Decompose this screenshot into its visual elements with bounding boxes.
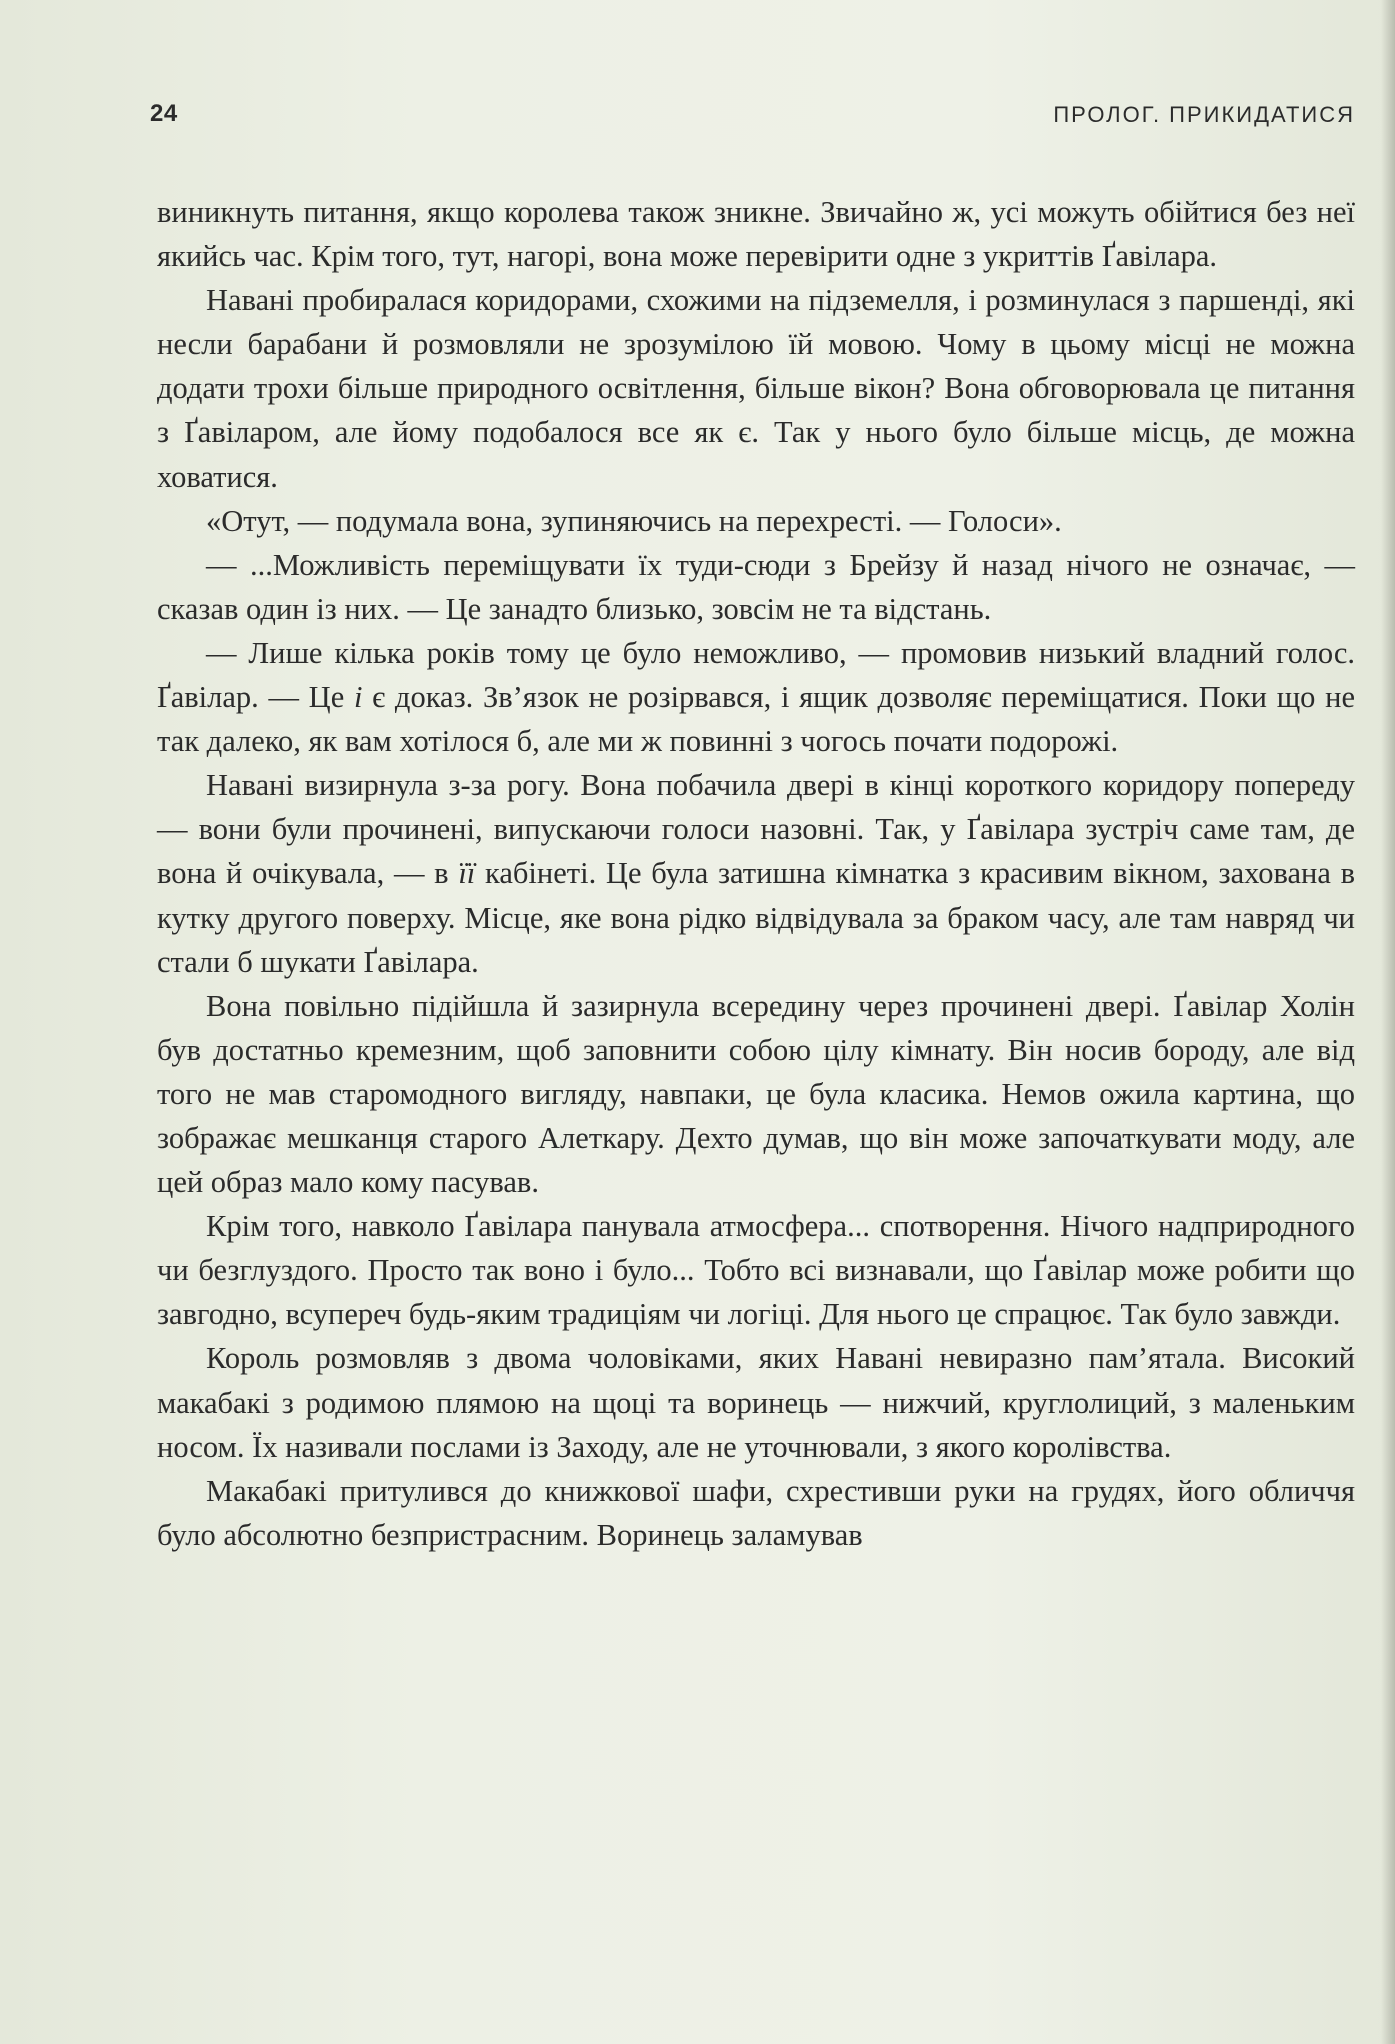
emphasis: її [458,856,476,891]
emphasis: і [353,680,363,715]
paragraph [157,763,1355,983]
paragraph: Король розмовляв з двома чоловіками, яких Навані невиразно пам’ятала. Високий макабакі з родимою плямою на щоці та воринець — нижчий, круглолиций, з маленьким носом. Їх називали послами із Заходу, але не уточнювали, з якого королівства. [157,1341,1355,1464]
page-header [150,100,1355,140]
paragraph-dialogue [157,631,1355,763]
running-title: ПРОЛОГ. ПРИКИДАТИСЯ [1053,102,1355,127]
paragraph: Вона повільно підійшла й зазирнула всередину через прочинені двері. Ґавілар Холін був достатньо кремезним, щоб заповнити собою цілу кімнату. Він носив бороду, але від того не мав старомодного вигляду, навпаки, це була класика. Немов ожила картина, що зображає мешканця старого Алеткару. Дехто думав, що він може започаткувати моду, але цей образ мало кому пасував. [157,988,1355,1200]
text-run: — Лише кілька років тому це було неможливо, — промовив низький владний голос. Ґавілар. — Це [157,635,1355,715]
text-run: кабінеті. Це була затишна кімнатка з красивим вікном, захована в кутку другого поверху. Місце, яке вона рідко відвідувала за браком часу, але там навряд чи стали б шукати Ґавілара. [157,856,1355,979]
paragraph-continued: виникнуть питання, якщо королева також зникне. Звичайно ж, усі можуть обійтися без неї якийсь час. Крім того, тут, нагорі, вона може перевірити одне з укриттів Ґавілара. [157,195,1355,274]
paragraph-thought: «Отут, — подумала вона, зупиняючись на перехресті. — Голоси». [206,503,1062,538]
text-run: Навані визирнула з-за рогу. Вона побачила двері в кінці короткого коридору попереду — вони були прочинені, випускаючи голоси назовні. Так, у Ґавілара зустріч саме там, де вона й очікувала, — в [157,768,1355,891]
paragraph: Макабакі притулився до книжкової шафи, схрестивши руки на грудях, його обличчя було абсолютно безпристрасним. Воринець заламував [157,1473,1355,1552]
paragraph: Крім того, навколо Ґавілара панувала атмосфера... спотворення. Нічого надприродного чи безглуздого. Просто так воно і було... Тобто всі визнавали, що Ґавілар може робити що завгодно, всупереч будь-яким традиціям чи логіці. Для нього це спрацює. Так було завжди. [157,1209,1355,1332]
page-number: 24 [150,100,178,127]
paragraph-dialogue: — ...Можливість переміщувати їх туди-сюди з Брейзу й назад нічого не означає, — сказав один із них. — Це занадто близько, зовсім не та відстань. [157,547,1355,626]
text-run: є доказ. Зв’язок не розірвався, і ящик дозволяє переміщатися. Поки що не так далеко, як вам хотілося б, але ми ж повинні з чогось почати подорожі. [157,680,1355,759]
paragraph: Навані пробиралася коридорами, схожими на підземелля, і розминулася з паршенді, які несли барабани й розмовляли не зрозумілою їй мовою. Чому в цьому місці не можна додати трохи більше природного освітлення, більше вікон? Вона обговорювала це питання з Ґавіларом, але йому подобалося все як є. Так у нього було більше місць, де можна ховатися. [157,283,1355,494]
body-text [157,190,1355,1557]
page-edge-shadow [1381,0,1395,2044]
